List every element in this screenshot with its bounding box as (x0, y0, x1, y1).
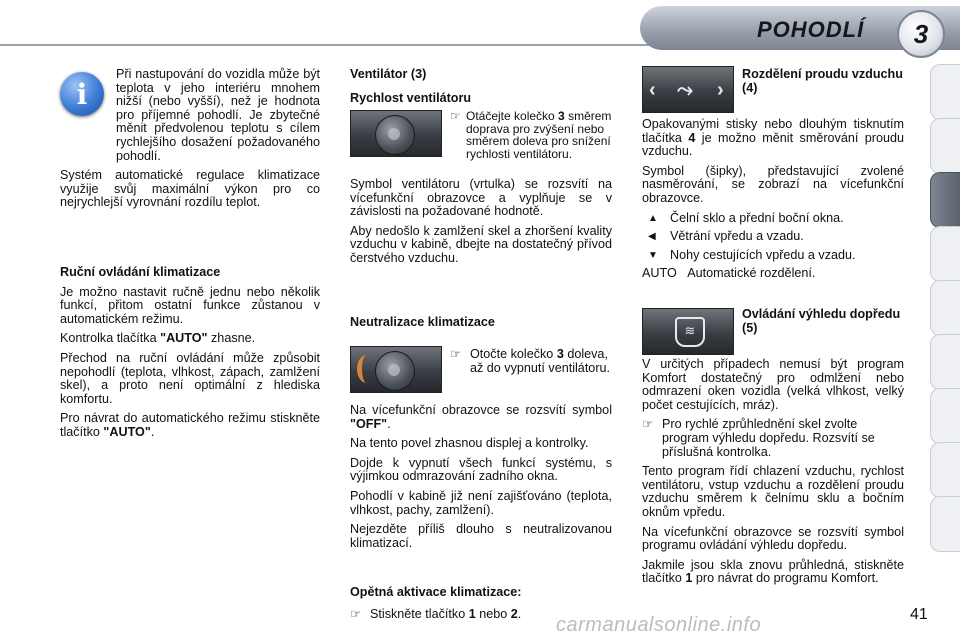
visibility-heading: Ovládání výhledu dopředu (5) (742, 307, 901, 335)
manual-paragraph-2 (60, 332, 320, 346)
text: pro návrat do programu Komfort. (692, 571, 879, 586)
distribution-text (642, 118, 904, 286)
pointer-icon: ☞ (450, 347, 462, 361)
text: Kontrolka tlačítka (60, 331, 161, 346)
neutral-step (450, 348, 612, 375)
arrow-left-icon: ‹ (649, 79, 656, 101)
neutral-text (350, 404, 612, 556)
chapter-tab-active[interactable] (930, 172, 960, 228)
text: je možno měnit směrování proudu vzduchu. (642, 130, 904, 159)
speed-step (450, 110, 612, 160)
chapter-tab[interactable] (930, 388, 960, 444)
neutral-paragraph-1 (350, 404, 612, 431)
direction-text: Čelní sklo a přední boční okna. (670, 210, 844, 225)
visibility-button-photo (642, 308, 734, 355)
chapter-tab[interactable] (930, 64, 960, 120)
info-icon: i (60, 72, 104, 116)
intro-paragraph-2: Systém automatické regulace klimatizace využije svůj maximální výkon pro co nejrychlejší vyrovnání rozdílu teplot. (60, 168, 320, 210)
fan-text (350, 178, 612, 272)
intro-paragraph: Při nastupování do vozidla může být teplota v jeho interiéru mnohem nižší (nebo vyšší), než je hodnota pro příjemné pohodlí. Je zbytečné měnit předvolenou teplotu s cílem rychlejšího dosažení požadovaného pohodlí. (116, 67, 320, 163)
knob-number: 3 (556, 347, 564, 361)
column-left (60, 68, 320, 216)
direction-text: Nohy cestujících vpředu a vzadu. (670, 247, 856, 262)
text: Otočte kolečko (470, 347, 557, 361)
text: Otáčejte kolečko (466, 109, 559, 123)
text: zhasne. (207, 331, 256, 346)
button-number: 4 (688, 130, 696, 145)
chapter-tabs (930, 64, 960, 584)
visibility-paragraph-4 (642, 559, 904, 586)
arrow-right-icon: › (717, 79, 724, 101)
fan-knob-icon (375, 351, 415, 391)
neutral-knob-photo (350, 346, 442, 393)
manual-paragraph-4 (60, 412, 320, 439)
distribution-heading-block (742, 68, 912, 101)
chapter-tab[interactable] (930, 226, 960, 282)
direction-item-feet (642, 249, 904, 263)
distribution-paragraph-1 (642, 118, 904, 159)
visibility-heading-block (742, 308, 912, 341)
button-number: 1 (468, 606, 476, 621)
text: . (517, 606, 522, 621)
manual-section (60, 266, 320, 446)
auto-label: AUTO (642, 266, 677, 281)
off-label: "OFF" (350, 416, 388, 431)
reactivate-heading: Opětná aktivace klimatizace: (350, 585, 522, 599)
fan-heading: Ventilátor (3) (350, 67, 427, 81)
air-distribution-photo (642, 66, 734, 113)
rotate-arrow-icon (357, 355, 376, 383)
text: Na vícefunkční obrazovce se rozsvítí symbol (350, 403, 612, 417)
visibility-paragraph-1: V určitých případech nemusí být program Komfort dostatečný pro odmlžení nebo odmrazení oken vozidla (velká vlhkost, velký počet cestujících, mráz). (642, 357, 904, 412)
direction-item-ventilation (642, 230, 904, 244)
header-line (0, 44, 700, 46)
neutral-instruction (450, 348, 612, 381)
button-number: 2 (510, 606, 518, 621)
speed-heading: Rychlost ventilátoru (350, 90, 472, 105)
speed-instruction (450, 110, 612, 166)
arrow-left-icon: ◀ (648, 231, 656, 243)
page-header (0, 0, 960, 56)
pointer-icon: ☞ (450, 109, 461, 123)
chapter-tab[interactable] (930, 334, 960, 390)
text: . (150, 424, 155, 439)
chapter-tab[interactable] (930, 118, 960, 174)
seat-airflow-icon: ⤳ (677, 79, 693, 101)
manual-heading: Ruční ovládání klimatizace (60, 265, 221, 279)
auto-label: "AUTO" (103, 424, 151, 439)
distribution-heading: Rozdělení proudu vzduchu (4) (742, 67, 903, 95)
text: Jakmile jsou skla znovu průhledná, stiskněte tlačítko (642, 557, 904, 586)
fan-knob-photo (350, 110, 442, 157)
arrow-down-icon: ▼ (648, 249, 658, 261)
chapter-tab[interactable] (930, 496, 960, 552)
visibility-paragraph-2: Tento program řídí chlazení vzduchu, rychlost ventilátoru, vstup vzduchu a rozdělení proudu vzduchu směrem k čelnímu sklu a bočním oknům vpředu. (642, 464, 904, 519)
neutral-paragraph-2: Na tento povel zhasnou displej a kontrolky. (350, 436, 589, 451)
neutral-paragraph-4: Pohodlí v kabině již není zajišťováno (teplota, vlhkost, pachy, zamlžení). (350, 488, 612, 517)
direction-item-windscreen (642, 212, 904, 226)
chapter-tab[interactable] (930, 280, 960, 336)
button-number: 1 (685, 571, 693, 586)
fan-knob-icon (375, 115, 415, 155)
column-middle (350, 68, 612, 111)
chapter-number-badge: 3 (897, 10, 945, 58)
direction-item-auto (642, 267, 904, 281)
manual-paragraph-3: Přechod na ruční ovládání může způsobit nepohodlí (teplota, vlhkost, zápach, zamlžení skel), a proto není optimální z hlediska komfortu. (60, 350, 320, 406)
manual-paragraph-1: Je možno nastavit ručně jednu nebo několik funkcí, přitom ostatní funkce zůstanou v automatickém režimu. (60, 284, 320, 326)
text: . (387, 416, 391, 431)
neutral-paragraph-5: Nejezděte příliš dlouho s neutralizovanou klimatizací. (350, 522, 612, 550)
text: Opakovanými stisky nebo dlouhým tisknutím tlačítka (642, 117, 904, 145)
chapter-tab[interactable] (930, 442, 960, 498)
text: Stiskněte tlačítko (370, 606, 469, 621)
text: směrem doprava pro zvýšení nebo směrem doleva pro snížení rychlosti ventilátoru. (466, 109, 612, 161)
direction-text: Větrání vpředu a vzadu. (670, 229, 804, 244)
auto-label: "AUTO" (160, 331, 208, 346)
text: doleva, až do vypnutí ventilátoru. (470, 347, 611, 375)
neutral-heading-block (350, 316, 612, 336)
text: Pro návrat do automatického režimu stiskněte tlačítko (60, 411, 320, 439)
text: Pro rychlé zprůhlednění skel zvolte program výhledu dopředu. Rozsvítí se příslušná kontrolka. (662, 417, 875, 459)
fan-paragraph-1: Symbol ventilátoru (vrtulka) se rozsvítí na vícefunkční obrazovce a vyplňuje se v závislosti na požadované hodnotě. (350, 177, 612, 219)
visibility-paragraph-3: Na vícefunkční obrazovce se rozsvítí symbol programu ovládání výhledu dopředu. (642, 524, 904, 553)
defrost-icon: ≋ (675, 317, 705, 347)
neutral-heading: Neutralizace klimatizace (350, 315, 495, 329)
neutral-paragraph-3: Dojde k vypnutí všech funkcí systému, s výjimkou odmrazování zadního okna. (350, 455, 612, 484)
chapter-title: POHODLÍ (757, 17, 865, 42)
page-number: 41 (910, 606, 928, 623)
arrow-up-icon: ▲ (648, 212, 658, 224)
pointer-icon: ☞ (642, 417, 654, 432)
text: nebo (475, 606, 511, 621)
fan-paragraph-2: Aby nedošlo k zamlžení skel a zhoršení kvality vzduchu v kabině, dbejte na dostatečný přívod čerstvého vzduchu. (350, 223, 612, 265)
distribution-paragraph-2: Symbol (šipky), představující zvolené nasměrování, se zobrazí na vícefunkční obrazovce. (642, 163, 904, 205)
pointer-icon: ☞ (350, 606, 362, 621)
direction-text: Automatické rozdělení. (687, 266, 816, 281)
visibility-text (642, 358, 904, 592)
watermark: carmanualsonline.info (556, 614, 762, 636)
knob-number: 3 (558, 109, 565, 123)
visibility-step (642, 418, 904, 459)
